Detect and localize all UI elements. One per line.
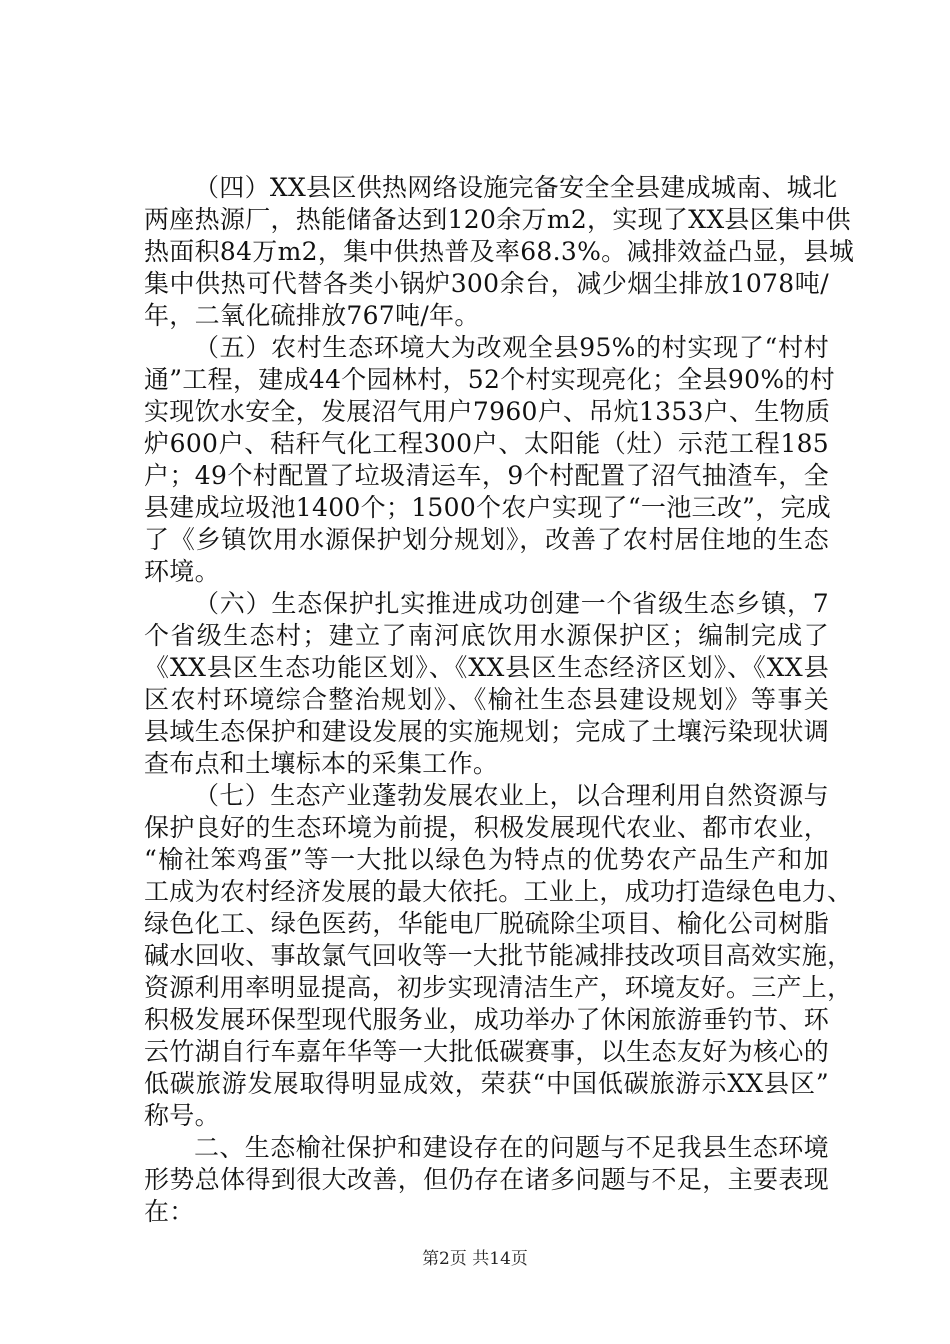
text-line: 称号。 (144, 1101, 220, 1130)
text-line: 县建成垃圾池1400个；1500个农户实现了“一池三改”，完成 (144, 493, 832, 522)
page-number: 第2页 共14页 (422, 1249, 528, 1269)
document-body (144, 172, 855, 1228)
text-line: 二、生态榆社保护和建设存在的问题与不足我县生态环境 (194, 1133, 829, 1162)
paragraph-6-ecological-protection (144, 588, 829, 780)
text-line: 集中供热可代替各类小锅炉300余台，减少烟尘排放1078吨/ (144, 269, 829, 298)
text-line: 热面积84万m2，集中供热普及率68.3%。减排效益凸显，县城 (144, 237, 855, 266)
text-line: （七）生态产业蓬勃发展农业上，以合理利用自然资源与 (194, 781, 829, 810)
text-line: 工成为农村经济发展的最大依托。工业上，成功打造绿色电力、 (144, 877, 853, 906)
text-line: 县域生态保护和建设发展的实施规划；完成了土壤污染现状调 (144, 717, 829, 746)
text-line: 环境。 (144, 557, 220, 586)
text-line: 实现饮水安全，发展沼气用户7960户、吊炕1353户、生物质 (144, 397, 831, 426)
text-line: 低碳旅游发展取得明显成效，荣获“中国低碳旅游示XX县区” (144, 1069, 829, 1098)
text-line: 碱水回收、事故氯气回收等一大批节能减排技改项目高效实施， (144, 941, 853, 970)
text-line: 积极发展环保型现代服务业，成功举办了休闲旅游垂钓节、环 (144, 1005, 829, 1034)
text-line: （五）农村生态环境大为改观全县95%的村实现了“村村 (194, 333, 829, 362)
text-line: 炉600户、秸秆气化工程300户、太阳能（灶）示范工程185 (144, 429, 829, 458)
paragraph-7-ecological-industry (144, 780, 853, 1132)
text-line: 年，二氧化硫排放767吨/年。 (144, 301, 480, 330)
text-line: 查布点和土壤标本的采集工作。 (144, 749, 499, 778)
text-line: 通”工程，建成44个园林村，52个村实现亮化；全县90%的村 (144, 365, 835, 394)
text-line: 保护良好的生态环境为前提，积极发展现代农业、都市农业， (144, 813, 829, 842)
text-line: 资源利用率明显提高，初步实现清洁生产，环境友好。三产上， (144, 973, 853, 1002)
text-line: 户；49个村配置了垃圾清运车，9个村配置了沼气抽渣车，全 (144, 461, 829, 490)
paragraph-4-heating (144, 172, 855, 332)
text-line: （六）生态保护扎实推进成功创建一个省级生态乡镇，7 (194, 589, 829, 618)
text-line: （四）XX县区供热网络设施完备安全全县建成城南、城北 (194, 173, 838, 202)
text-line: 绿色化工、绿色医药，华能电厂脱硫除尘项目、榆化公司树脂 (144, 909, 829, 938)
text-line: 《XX县区生态功能区划》、《XX县区生态经济区划》、《XX县 (144, 653, 829, 682)
text-line: 两座热源厂，热能储备达到120余万m2，实现了XX县区集中供 (144, 205, 851, 234)
text-line: 在： (144, 1197, 195, 1226)
text-line: 区农村环境综合整治规划》、《榆社生态县建设规划》等事关 (144, 685, 829, 714)
text-line: “榆社笨鸡蛋”等一大批以绿色为特点的优势农产品生产和加 (144, 845, 829, 874)
paragraph-5-rural-environment (144, 332, 835, 588)
text-line: 形势总体得到很大改善，但仍存在诸多问题与不足，主要表现 (144, 1165, 829, 1194)
text-line: 个省级生态村；建立了南河底饮用水源保护区；编制完成了 (144, 621, 829, 650)
text-line: 云竹湖自行车嘉年华等一大批低碳赛事，以生态友好为核心的 (144, 1037, 829, 1066)
section-2-problems (144, 1132, 829, 1228)
text-line: 了《乡镇饮用水源保护划分规划》，改善了农村居住地的生态 (144, 525, 829, 554)
